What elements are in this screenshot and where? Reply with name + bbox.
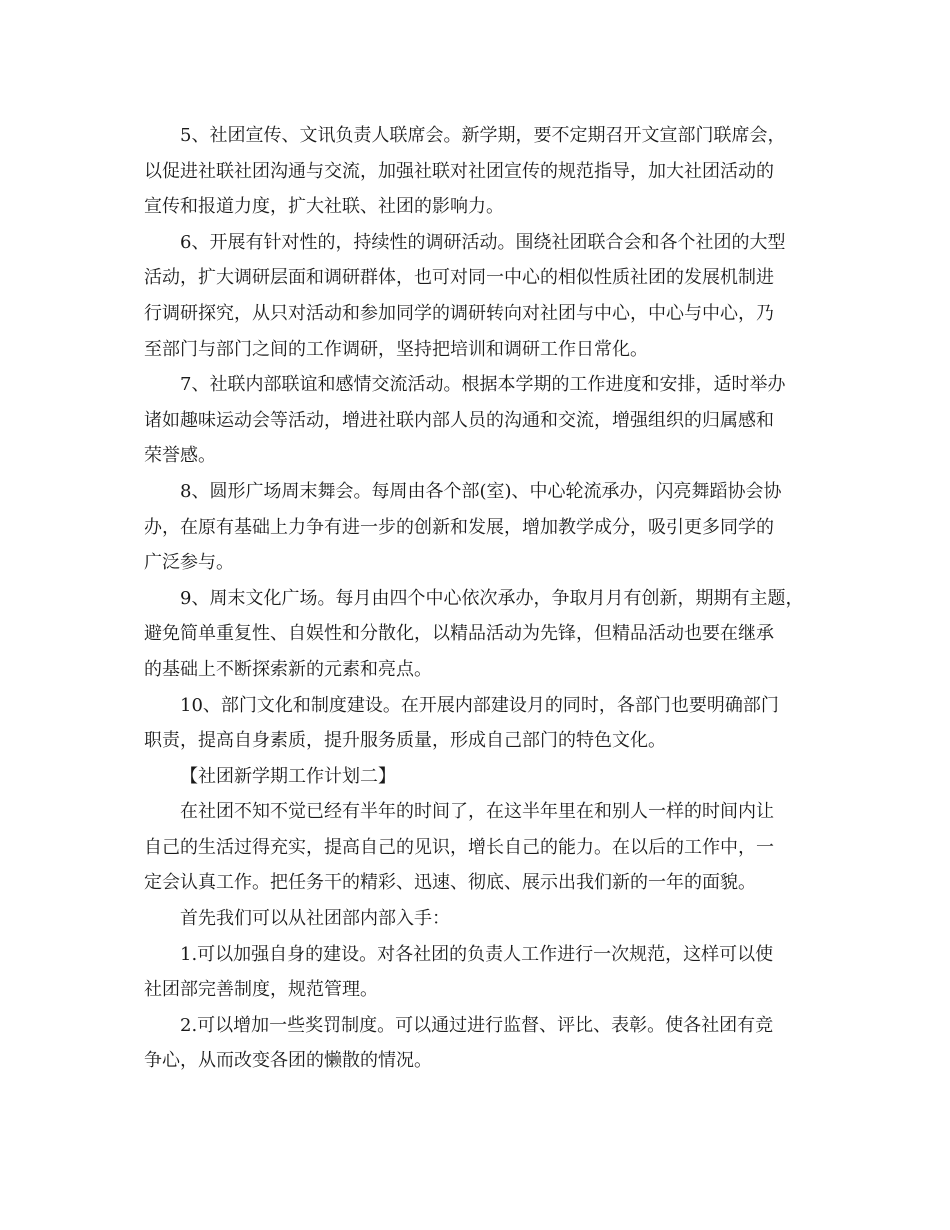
text-line: 8、圆形广场周末舞会。每周由各个部(室)、中心轮流承办，闪亮舞蹈协会协 xyxy=(180,480,782,502)
text-line: 7、社联内部联谊和感情交流活动。根据本学期的工作进度和安排，适时举办 xyxy=(180,374,786,396)
text-line: 在社团不知不觉已经有半年的时间了，在这半年里在和别人一样的时间内让 xyxy=(180,801,774,823)
text-line: 荣誉感。 xyxy=(144,445,216,467)
text-line: 活动，扩大调研层面和调研群体，也可对同一中心的相似性质社团的发展机制进 xyxy=(144,267,774,289)
text-line: 10、部门文化和制度建设。在开展内部建设月的同时，各部门也要明确部门 xyxy=(180,694,779,716)
text-line: 至部门与部门之间的工作调研，坚持把培训和调研工作日常化。 xyxy=(144,338,648,360)
text-line: 9、周末文化广场。每月由四个中心依次承办，争取月月有创新，期期有主题， xyxy=(180,587,804,609)
text-line: 宣传和报道力度，扩大社联、社团的影响力。 xyxy=(144,196,504,218)
text-line: 避免简单重复性、自娱性和分散化，以精品活动为先锋，但精品活动也要在继承 xyxy=(144,623,774,645)
text-line: 定会认真工作。把任务干的精彩、迅速、彻底、展示出我们新的一年的面貌。 xyxy=(144,872,756,894)
text-line: 争心，从而改变各团的懒散的情况。 xyxy=(144,1050,432,1072)
text-line: 行调研探究，从只对活动和参加同学的调研转向对社团与中心，中心与中心，乃 xyxy=(144,302,774,324)
text-line: 职责，提高自身素质，提升服务质量，形成自己部门的特色文化。 xyxy=(144,730,666,752)
text-line: 以促进社联社团沟通与交流，加强社联对社团宣传的规范指导，加大社团活动的 xyxy=(144,160,774,182)
text-line: 自己的生活过得充实，提高自己的见识，增长自己的能力。在以后的工作中，一 xyxy=(144,836,774,858)
text-line: 办，在原有基础上力争有进一步的创新和发展，增加教学成分，吸引更多同学的 xyxy=(144,516,774,538)
text-line: 诸如趣味运动会等活动，增进社联内部人员的沟通和交流，增强组织的归属感和 xyxy=(144,409,774,431)
text-line: 2.可以增加一些奖罚制度。可以通过进行监督、评比、表彰。使各社团有竞 xyxy=(180,1014,774,1036)
text-line: 首先我们可以从社团部内部入手： xyxy=(180,908,450,930)
text-line: 1.可以加强自身的建设。对各社团的负责人工作进行一次规范，这样可以使 xyxy=(180,943,774,965)
text-line: 的基础上不断探索新的元素和亮点。 xyxy=(144,658,432,680)
text-line: 广泛参与。 xyxy=(144,552,234,574)
section-heading: 【社团新学期工作计划二】 xyxy=(180,765,396,787)
text-line: 社团部完善制度，规范管理。 xyxy=(144,979,378,1001)
document-body xyxy=(144,118,824,1079)
text-line: 5、社团宣传、文讯负责人联席会。新学期，要不定期召开文宣部门联席会， xyxy=(180,125,786,146)
text-line: 6、开展有针对性的，持续性的调研活动。围绕社团联合会和各个社团的大型 xyxy=(180,231,786,253)
